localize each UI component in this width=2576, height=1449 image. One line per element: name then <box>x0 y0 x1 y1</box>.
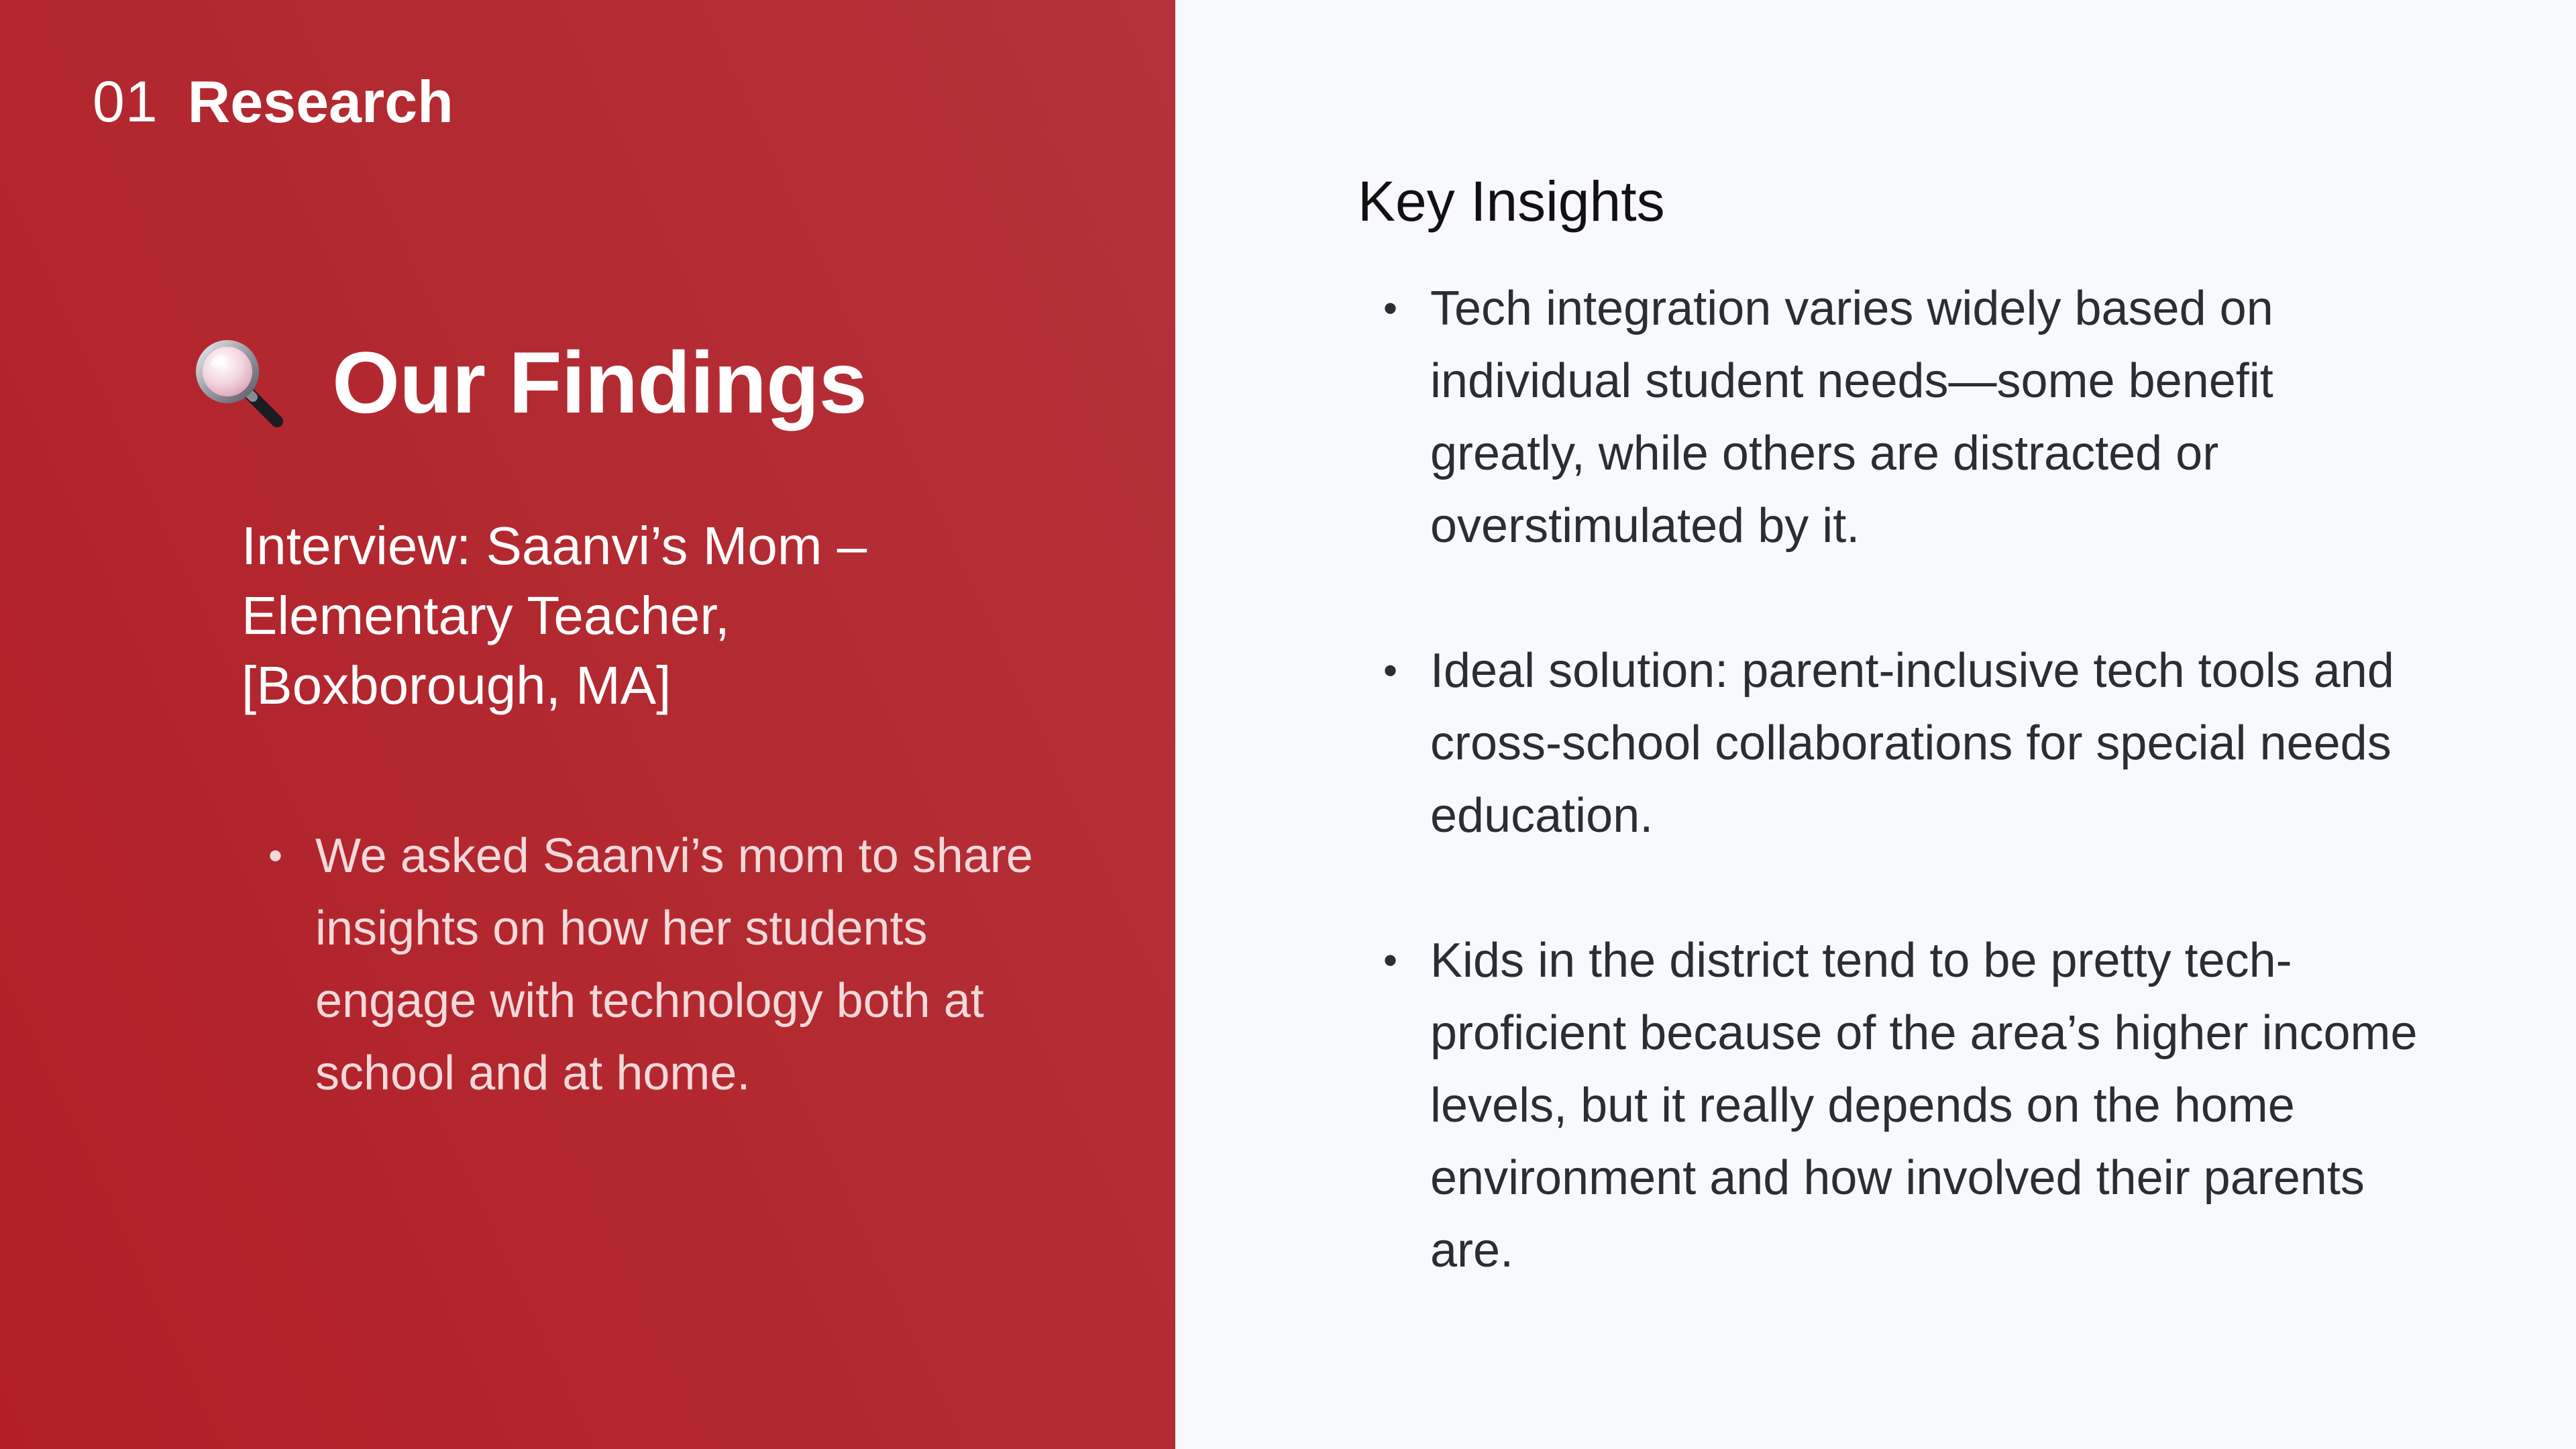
magnifying-glass-icon <box>191 335 285 429</box>
interview-title: Interview: Saanvi’s Mom – Elementary Teacher, [Boxborough, MA] <box>241 516 867 715</box>
findings-title: Our Findings <box>332 333 867 431</box>
key-insights-title: Key Insights <box>1358 170 1665 233</box>
list-item <box>1383 924 2430 1287</box>
section-header <box>93 62 453 142</box>
insight-text: Ideal solution: parent-inclusive tech tools and cross-school collaborations for special needs education. <box>1430 644 2394 843</box>
findings-bullet-list <box>268 820 1093 1110</box>
insight-text: Tech integration varies widely based on individual student needs—some benefit greatly, while others are distracted or overstimulated by it. <box>1430 282 2273 553</box>
list-item <box>1383 635 2430 852</box>
list-item <box>1383 272 2430 562</box>
findings-heading <box>191 322 867 443</box>
bullet-icon: • <box>1383 938 1398 983</box>
section-number: 01 <box>93 69 158 134</box>
list-item <box>268 820 1093 1110</box>
insights-list <box>1383 272 2430 1359</box>
right-panel <box>1175 0 2576 1449</box>
insight-text: Kids in the district tend to be pretty tech-proficient because of the area’s higher income levels, but it really depends on the home environment and how involved their parents are. <box>1430 934 2418 1277</box>
findings-bullet-text: We asked Saanvi’s mom to share insights on how her students engage with technology both at school and at home. <box>315 829 1033 1100</box>
left-panel <box>0 0 1175 1449</box>
bullet-icon: • <box>268 833 283 878</box>
bullet-icon: • <box>1383 286 1398 331</box>
bullet-icon: • <box>1383 648 1398 693</box>
section-title: Research <box>187 68 453 135</box>
